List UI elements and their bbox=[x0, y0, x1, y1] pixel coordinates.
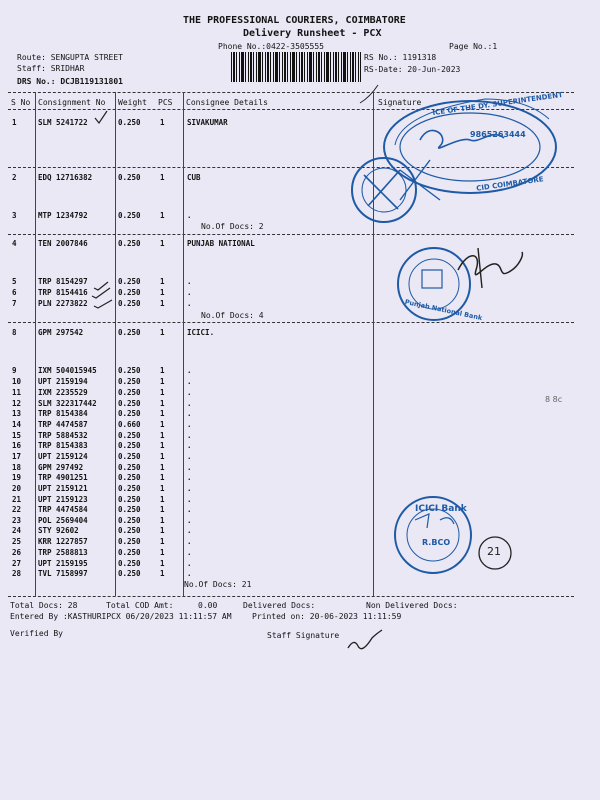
row-pcs: 1 bbox=[160, 526, 165, 535]
row-weight: 0.250 bbox=[118, 548, 141, 557]
rs-date: RS-Date: 20-Jun-2023 bbox=[364, 65, 461, 74]
row-weight: 0.250 bbox=[118, 537, 141, 546]
row-pcs: 1 bbox=[160, 484, 165, 493]
col-header-consignment: Consignment No bbox=[38, 98, 106, 107]
company-title: THE PROFESSIONAL COURIERS, COIMBATORE bbox=[183, 15, 406, 26]
row-consignee: . bbox=[187, 505, 192, 514]
row-sno: 17 bbox=[12, 452, 22, 461]
row-weight: 0.250 bbox=[118, 399, 141, 408]
row-weight: 0.250 bbox=[118, 431, 141, 440]
row-consignment: UPT 2159121 bbox=[38, 484, 88, 493]
row-consignee: CUB bbox=[187, 173, 201, 182]
circled-count-text: 21 bbox=[487, 545, 501, 558]
row-pcs: 1 bbox=[160, 505, 165, 514]
row-consignee: . bbox=[187, 399, 192, 408]
row-weight: 0.250 bbox=[118, 288, 141, 297]
row-weight: 0.250 bbox=[118, 516, 141, 525]
row-consignee: . bbox=[187, 452, 192, 461]
row-pcs: 1 bbox=[160, 537, 165, 546]
row-sno: 10 bbox=[12, 377, 22, 386]
total-docs: Total Docs: 28 bbox=[10, 601, 78, 610]
row-consignee: . bbox=[187, 484, 192, 493]
row-consignment: TEN 2007846 bbox=[38, 239, 88, 248]
row-consignment: TRP 8154384 bbox=[38, 409, 88, 418]
row-consignee: . bbox=[187, 366, 192, 375]
row-sno: 11 bbox=[12, 388, 22, 397]
row-consignment: TRP 8154297 bbox=[38, 277, 88, 286]
row-consignment: TRP 4474584 bbox=[38, 505, 88, 514]
row-sno: 27 bbox=[12, 559, 22, 568]
row-weight: 0.250 bbox=[118, 388, 141, 397]
row-sno: 25 bbox=[12, 537, 22, 546]
row-consignment: UPT 2159195 bbox=[38, 559, 88, 568]
row-sno: 15 bbox=[12, 431, 22, 440]
row-pcs: 1 bbox=[160, 239, 165, 248]
row-consignment: SLM 5241722 bbox=[38, 118, 88, 127]
row-pcs: 1 bbox=[160, 366, 165, 375]
row-consignee: . bbox=[187, 377, 192, 386]
row-pcs: 1 bbox=[160, 409, 165, 418]
row-pcs: 1 bbox=[160, 288, 165, 297]
row-weight: 0.250 bbox=[118, 505, 141, 514]
row-pcs: 1 bbox=[160, 516, 165, 525]
stamp-lettering: ICE OF THE DY. SUPERINTENDENT bbox=[432, 90, 564, 118]
row-consignment: UPT 2159123 bbox=[38, 495, 88, 504]
row-consignment: IXM 2235529 bbox=[38, 388, 88, 397]
row-consignment: POL 2569404 bbox=[38, 516, 88, 525]
row-weight: 0.250 bbox=[118, 377, 141, 386]
row-weight: 0.250 bbox=[118, 409, 141, 418]
row-consignee: PUNJAB NATIONAL bbox=[187, 239, 255, 248]
row-weight: 0.250 bbox=[118, 473, 141, 482]
row-pcs: 1 bbox=[160, 463, 165, 472]
row-consignment: TRP 4901251 bbox=[38, 473, 88, 482]
col-header-sno: S No bbox=[11, 98, 31, 107]
row-weight: 0.250 bbox=[118, 559, 141, 568]
row-consignment: MTP 1234792 bbox=[38, 211, 88, 220]
row-sno: 20 bbox=[12, 484, 22, 493]
row-pcs: 1 bbox=[160, 420, 165, 429]
row-weight: 0.250 bbox=[118, 277, 141, 286]
row-sno: 2 bbox=[12, 173, 17, 182]
row-pcs: 1 bbox=[160, 377, 165, 386]
row-pcs: 1 bbox=[160, 328, 165, 337]
row-pcs: 1 bbox=[160, 173, 165, 182]
row-consignee: . bbox=[187, 299, 192, 308]
staff-signature-label: Staff Signature bbox=[267, 631, 340, 640]
staff-name: Staff: SRIDHAR bbox=[17, 64, 85, 73]
row-weight: 0.250 bbox=[118, 299, 141, 308]
row-consignment: TRP 8154416 bbox=[38, 288, 88, 297]
row-pcs: 1 bbox=[160, 473, 165, 482]
row-pcs: 1 bbox=[160, 118, 165, 127]
row-consignee: . bbox=[187, 559, 192, 568]
row-pcs: 1 bbox=[160, 388, 165, 397]
row-consignment: UPT 2159194 bbox=[38, 377, 88, 386]
document-subtitle: Delivery Runsheet - PCX bbox=[243, 28, 382, 39]
handwritten-phone: 9865263444 bbox=[470, 130, 526, 139]
row-consignee: . bbox=[187, 211, 192, 220]
row-consignment: SLM 322317442 bbox=[38, 399, 97, 408]
row-consignment: STY 92602 bbox=[38, 526, 79, 535]
row-consignee: . bbox=[187, 516, 192, 525]
row-consignment: TRP 8154383 bbox=[38, 441, 88, 450]
row-sno: 23 bbox=[12, 516, 22, 525]
staff-signature-scribble bbox=[348, 630, 382, 649]
row-sno: 5 bbox=[12, 277, 17, 286]
row-weight: 0.660 bbox=[118, 420, 141, 429]
row-sno: 24 bbox=[12, 526, 22, 535]
row-weight: 0.250 bbox=[118, 463, 141, 472]
check-mark-icon bbox=[94, 282, 108, 290]
row-consignment: UPT 2159124 bbox=[38, 452, 88, 461]
printed-on: Printed on: 20-06-2023 11:11:59 bbox=[252, 612, 402, 621]
row-sno: 18 bbox=[12, 463, 22, 472]
row-consignee: . bbox=[187, 288, 192, 297]
row-consignee: . bbox=[187, 537, 192, 546]
row-weight: 0.250 bbox=[118, 526, 141, 535]
row-consignment: TRP 4474587 bbox=[38, 420, 88, 429]
row-sno: 21 bbox=[12, 495, 22, 504]
row-consignment: PLN 2273822 bbox=[38, 299, 88, 308]
row-consignee: . bbox=[187, 277, 192, 286]
row-weight: 0.250 bbox=[118, 328, 141, 337]
row-weight: 0.250 bbox=[118, 495, 141, 504]
phone-number: Phone No.:0422-3505555 bbox=[218, 42, 324, 51]
check-mark-icon bbox=[95, 111, 107, 123]
row-consignee: . bbox=[187, 420, 192, 429]
drs-number: DRS No.: DCJB119131801 bbox=[17, 77, 123, 86]
row-sno: 19 bbox=[12, 473, 22, 482]
row-weight: 0.250 bbox=[118, 118, 141, 127]
col-header-weight: Weight bbox=[118, 98, 147, 107]
row-consignee: . bbox=[187, 409, 192, 418]
stamp-lettering: CID COIMBATORE bbox=[475, 175, 544, 193]
stamp-lettering: ICICI Bank bbox=[415, 504, 467, 514]
group-doc-count: No.Of Docs: 2 bbox=[201, 222, 264, 231]
row-consignee: ICICI. bbox=[187, 328, 215, 337]
row-sno: 28 bbox=[12, 569, 22, 578]
col-header-consignee: Consignee Details bbox=[186, 98, 268, 107]
row-consignee: . bbox=[187, 548, 192, 557]
row-consignment: TVL 7158997 bbox=[38, 569, 88, 578]
col-header-pcs: PCS bbox=[158, 98, 173, 107]
page-number: Page No.:1 bbox=[449, 42, 498, 51]
row-sno: 14 bbox=[12, 420, 22, 429]
row-consignee: . bbox=[187, 388, 192, 397]
row-pcs: 1 bbox=[160, 431, 165, 440]
col-header-signature: Signature bbox=[378, 98, 422, 107]
row-weight: 0.250 bbox=[118, 452, 141, 461]
row-sno: 22 bbox=[12, 505, 22, 514]
row-consignee: SIVAKUMAR bbox=[187, 118, 228, 127]
row-consignment: TRP 5884532 bbox=[38, 431, 88, 440]
row-sno: 13 bbox=[12, 409, 22, 418]
row-weight: 0.250 bbox=[118, 569, 141, 578]
row-sno: 16 bbox=[12, 441, 22, 450]
row-sno: 3 bbox=[12, 211, 17, 220]
row-consignee: . bbox=[187, 473, 192, 482]
row-pcs: 1 bbox=[160, 452, 165, 461]
row-sno: 7 bbox=[12, 299, 17, 308]
row-sno: 9 bbox=[12, 366, 17, 375]
row-pcs: 1 bbox=[160, 441, 165, 450]
row-sno: 12 bbox=[12, 399, 22, 408]
row-sno: 4 bbox=[12, 239, 17, 248]
route: Route: SENGUPTA STREET bbox=[17, 53, 123, 62]
row-weight: 0.250 bbox=[118, 366, 141, 375]
row-consignee: . bbox=[187, 495, 192, 504]
row-sno: 1 bbox=[12, 118, 17, 127]
row-pcs: 1 bbox=[160, 495, 165, 504]
row-consignment: TRP 2588813 bbox=[38, 548, 88, 557]
row-consignment: EDQ 12716382 bbox=[38, 173, 93, 182]
row-consignee: . bbox=[187, 441, 192, 450]
row-sno: 26 bbox=[12, 548, 22, 557]
verified-by: Verified By bbox=[10, 629, 63, 638]
row-weight: 0.250 bbox=[118, 211, 141, 220]
check-mark-icon bbox=[94, 300, 112, 308]
stamp-lettering: R.BCO bbox=[422, 538, 451, 547]
row-consignment: GPM 297492 bbox=[38, 463, 84, 472]
group-doc-count: No.Of Docs: 21 bbox=[184, 580, 252, 589]
row-weight: 0.250 bbox=[118, 484, 141, 493]
row-consignment: GPM 297542 bbox=[38, 328, 84, 337]
pen-stroke bbox=[360, 85, 378, 103]
row-pcs: 1 bbox=[160, 548, 165, 557]
row-consignee: . bbox=[187, 463, 192, 472]
row-consignee: . bbox=[187, 569, 192, 578]
row-sno: 8 bbox=[12, 328, 17, 337]
row-consignment: IXM 504015945 bbox=[38, 366, 97, 375]
row-pcs: 1 bbox=[160, 559, 165, 568]
row-weight: 0.250 bbox=[118, 173, 141, 182]
total-cod-value: 0.00 bbox=[198, 601, 218, 610]
row-pcs: 1 bbox=[160, 399, 165, 408]
row-pcs: 1 bbox=[160, 277, 165, 286]
row-pcs: 1 bbox=[160, 299, 165, 308]
row-pcs: 1 bbox=[160, 569, 165, 578]
stamp-lettering: Punjab National Bank bbox=[404, 297, 483, 323]
row-pcs: 1 bbox=[160, 211, 165, 220]
row-weight: 0.250 bbox=[118, 441, 141, 450]
row-consignee: . bbox=[187, 526, 192, 535]
row-consignee: . bbox=[187, 431, 192, 440]
rs-number: RS No.: 1191318 bbox=[364, 53, 437, 62]
row-weight: 0.250 bbox=[118, 239, 141, 248]
check-mark-icon bbox=[92, 288, 110, 298]
row-sno: 6 bbox=[12, 288, 17, 297]
total-cod-label: Total COD Amt: bbox=[106, 601, 174, 610]
row-consignment: KRR 1227857 bbox=[38, 537, 88, 546]
entered-by: Entered By :KASTHURIPCX 06/20/2023 11:11:57 AM bbox=[10, 612, 232, 621]
non-delivered-docs: Non Delivered Docs: bbox=[366, 601, 458, 610]
delivered-docs: Delivered Docs: bbox=[243, 601, 316, 610]
group-doc-count: No.Of Docs: 4 bbox=[201, 311, 264, 320]
margin-note: 8 8c bbox=[545, 395, 563, 404]
